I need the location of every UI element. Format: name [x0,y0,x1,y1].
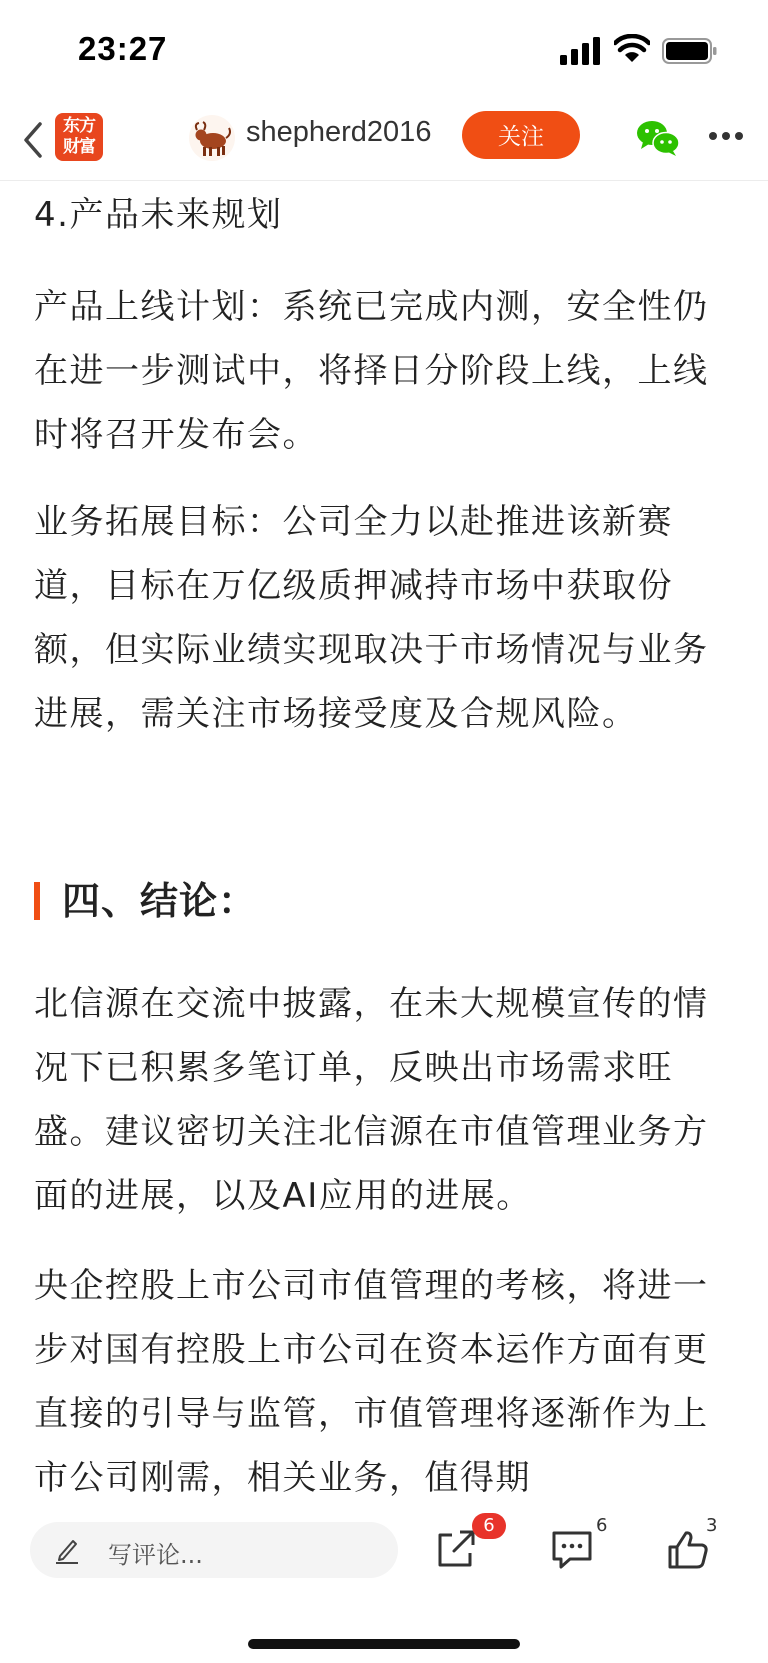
share-badge: 6 [472,1513,506,1539]
comment-icon[interactable] [548,1525,596,1573]
heading-accent-bar [34,882,40,920]
heading-text: 四、结论： [62,879,258,923]
battery-icon [662,38,718,64]
article-body [34,180,734,1505]
pencil-icon [54,1536,80,1564]
status-time: 23:27 [78,30,168,67]
paragraph-soe-management: 央企控股上市公司市值管理的考核，将进一步对国有控股上市公司在资本运作方面有更直接的引导与监管，市值管理将逐渐作为上市公司刚需，相关业务，值得期 [34,1266,709,1498]
logo-text-bottom: 财富 [63,137,95,157]
paragraph-business-goal: 业务拓展目标：公司全力以赴推进该新赛道，目标在万亿级质押减持市场中获取份额，但实际业绩实现取决于市场情况与业务进展，需关注市场接受度及合规风险。 [34,502,709,734]
wifi-icon [614,34,650,64]
logo-text-top: 东方 [63,116,95,136]
home-indicator [248,1639,520,1649]
comment-count: 6 [596,1515,608,1536]
back-arrow-icon[interactable] [18,118,48,162]
follow-button[interactable]: 关注 [462,111,580,159]
status-bar [0,0,768,100]
like-icon[interactable] [664,1525,712,1573]
avatar[interactable] [188,114,236,162]
comment-placeholder: 写评论... [108,1541,203,1569]
bull-avatar-icon [188,114,236,162]
more-icon[interactable] [708,130,744,142]
signal-icon [560,37,602,65]
bottom-action-bar [0,1505,768,1663]
app-logo[interactable] [55,113,103,161]
comment-input[interactable] [30,1522,398,1578]
paragraph-launch-plan: 产品上线计划：系统已完成内测，安全性仍在进一步测试中，将择日分阶段上线，上线时将召开发布会。 [34,287,709,455]
username[interactable]: shepherd2016 [246,116,432,148]
wechat-icon[interactable] [636,118,680,158]
like-count: 3 [706,1515,718,1536]
heading-conclusion [34,866,734,930]
top-nav-bar [0,100,768,181]
section-title: 4.产品未来规划 [34,195,283,235]
paragraph-conclusion: 北信源在交流中披露，在未大规模宣传的情况下已积累多笔订单，反映出市场需求旺盛。建议密切关注北信源在市值管理业务方面的进展，以及AI应用的进展。 [34,984,709,1216]
